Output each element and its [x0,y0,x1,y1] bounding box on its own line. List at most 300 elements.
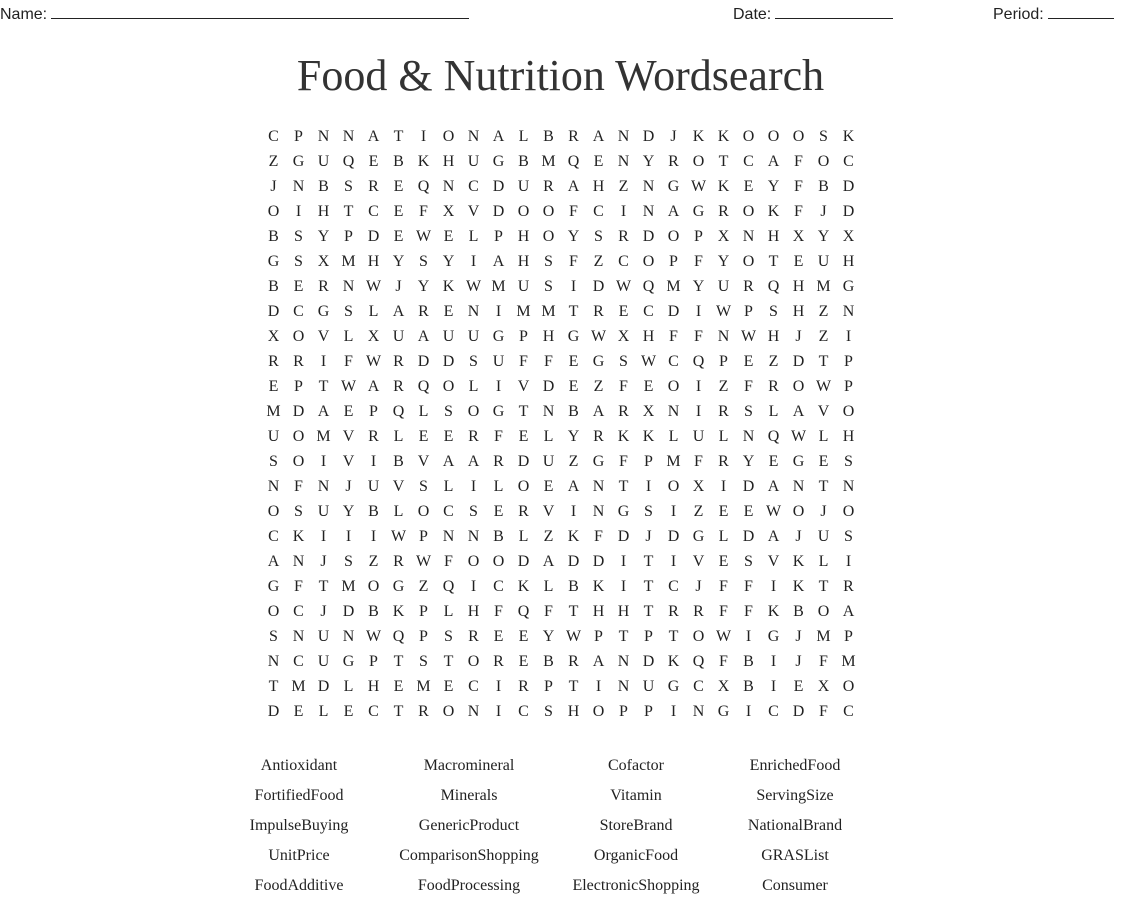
grid-letter[interactable]: W [390,527,407,545]
grid-letter[interactable]: N [667,402,680,420]
grid-letter[interactable]: R [843,577,854,595]
grid-letter[interactable]: I [595,677,602,695]
grid-letter[interactable]: G [692,527,705,545]
grid-letter[interactable]: V [467,202,480,220]
grid-letter[interactable]: F [794,152,803,170]
grid-letter[interactable]: Q [767,277,780,295]
grid-letter[interactable]: X [792,227,805,245]
grid-letter[interactable]: T [568,677,579,695]
grid-letter[interactable]: D [367,227,380,245]
grid-letter[interactable]: U [542,452,555,470]
grid-letter[interactable]: Y [342,502,355,520]
grid-letter[interactable]: E [393,177,404,195]
grid-letter[interactable]: B [268,277,279,295]
grid-letter[interactable]: K [517,577,530,595]
grid-letter[interactable]: J [645,527,652,545]
grid-letter[interactable]: H [467,602,480,620]
grid-letter[interactable]: F [494,427,503,445]
grid-letter[interactable]: R [393,352,404,370]
grid-letter[interactable]: F [694,252,703,270]
grid-letter[interactable]: I [620,577,627,595]
grid-letter[interactable]: R [718,402,729,420]
grid-letter[interactable]: O [467,552,480,570]
grid-letter[interactable]: K [392,602,405,620]
grid-letter[interactable]: K [767,602,780,620]
grid-letter[interactable]: O [667,477,680,495]
grid-letter[interactable]: C [743,152,754,170]
grid-letter[interactable]: E [743,502,754,520]
grid-letter[interactable]: W [740,327,757,345]
grid-letter[interactable]: F [344,352,353,370]
grid-letter[interactable]: T [818,352,829,370]
grid-letter[interactable]: R [543,177,554,195]
grid-letter[interactable]: M [341,577,356,595]
grid-letter[interactable]: I [745,627,752,645]
grid-letter[interactable]: I [370,527,377,545]
grid-letter[interactable]: N [292,627,305,645]
grid-letter[interactable]: P [369,652,378,670]
grid-letter[interactable]: T [568,302,579,320]
grid-letter[interactable]: X [642,402,655,420]
grid-letter[interactable]: D [667,527,680,545]
grid-letter[interactable]: I [695,377,702,395]
grid-letter[interactable]: N [267,477,280,495]
grid-letter[interactable]: A [467,452,480,470]
grid-letter[interactable]: P [644,452,653,470]
grid-letter[interactable]: Z [768,352,779,370]
grid-letter[interactable]: O [817,152,830,170]
grid-letter[interactable]: U [692,427,705,445]
grid-letter[interactable]: P [594,627,603,645]
grid-letter[interactable]: W [340,377,357,395]
grid-letter[interactable]: E [643,377,654,395]
grid-letter[interactable]: K [767,202,780,220]
grid-letter[interactable]: O [742,127,755,145]
grid-letter[interactable]: L [318,702,329,720]
grid-letter[interactable]: H [367,252,380,270]
grid-letter[interactable]: K [642,427,655,445]
grid-letter[interactable]: B [368,602,379,620]
grid-letter[interactable]: E [268,377,279,395]
grid-letter[interactable]: E [743,352,754,370]
grid-letter[interactable]: G [317,302,330,320]
grid-letter[interactable]: F [419,202,428,220]
grid-letter[interactable]: R [493,652,504,670]
grid-letter[interactable]: R [593,427,604,445]
grid-letter[interactable]: Z [543,527,554,545]
grid-letter[interactable]: S [344,177,353,195]
grid-letter[interactable]: X [442,202,455,220]
grid-letter[interactable]: E [443,227,454,245]
grid-letter[interactable]: L [818,552,829,570]
grid-letter[interactable]: R [593,302,604,320]
grid-letter[interactable]: O [592,702,605,720]
grid-letter[interactable]: G [267,577,280,595]
grid-letter[interactable]: B [568,402,579,420]
grid-letter[interactable]: P [419,527,428,545]
grid-letter[interactable]: L [418,402,429,420]
grid-letter[interactable]: O [792,127,805,145]
grid-letter[interactable]: C [368,202,379,220]
grid-letter[interactable]: A [417,327,430,345]
grid-letter[interactable]: U [367,477,380,495]
grid-letter[interactable]: E [768,452,779,470]
grid-letter[interactable]: T [518,402,529,420]
grid-letter[interactable]: R [693,602,704,620]
grid-letter[interactable]: F [544,602,553,620]
grid-letter[interactable]: O [442,127,455,145]
grid-letter[interactable]: P [619,702,628,720]
grid-letter[interactable]: C [843,702,854,720]
grid-letter[interactable]: D [642,652,655,670]
grid-letter[interactable]: F [519,352,528,370]
grid-letter[interactable]: H [367,677,380,695]
grid-letter[interactable]: W [365,627,382,645]
grid-letter[interactable]: S [294,502,303,520]
grid-letter[interactable]: E [793,677,804,695]
grid-letter[interactable]: W [690,177,707,195]
grid-letter[interactable]: U [817,527,830,545]
grid-letter[interactable]: S [419,252,428,270]
grid-letter[interactable]: D [792,352,805,370]
grid-letter[interactable]: N [467,127,480,145]
grid-letter[interactable]: F [544,352,553,370]
date-field[interactable] [733,4,893,24]
grid-letter[interactable]: N [467,702,480,720]
grid-letter[interactable]: M [341,252,356,270]
grid-letter[interactable]: N [617,127,630,145]
grid-letter[interactable]: N [742,427,755,445]
grid-letter[interactable]: P [719,352,728,370]
grid-letter[interactable]: U [717,277,730,295]
grid-letter[interactable]: V [417,452,430,470]
grid-letter[interactable]: D [842,202,855,220]
grid-letter[interactable]: U [817,252,830,270]
grid-letter[interactable]: I [495,702,502,720]
grid-letter[interactable]: A [317,402,330,420]
grid-letter[interactable]: V [517,377,530,395]
grid-letter[interactable]: C [468,177,479,195]
grid-letter[interactable]: M [816,277,831,295]
grid-letter[interactable]: O [742,252,755,270]
grid-letter[interactable]: R [268,352,279,370]
grid-letter[interactable]: P [494,227,503,245]
grid-letter[interactable]: U [442,327,455,345]
grid-letter[interactable]: R [368,427,379,445]
grid-letter[interactable]: R [718,452,729,470]
grid-letter[interactable]: P [419,627,428,645]
grid-letter[interactable]: N [442,527,455,545]
grid-letter[interactable]: M [816,627,831,645]
grid-letter[interactable]: C [768,702,779,720]
grid-letter[interactable]: T [643,577,654,595]
grid-letter[interactable]: Q [417,377,430,395]
grid-letter[interactable]: K [567,527,580,545]
grid-letter[interactable]: O [842,677,855,695]
grid-letter[interactable]: O [542,202,555,220]
grid-letter[interactable]: V [767,552,780,570]
grid-letter[interactable]: S [294,252,303,270]
grid-letter[interactable]: H [317,202,330,220]
grid-letter[interactable]: Z [568,452,579,470]
grid-letter[interactable]: T [818,477,829,495]
grid-letter[interactable]: N [842,477,855,495]
grid-letter[interactable]: O [642,252,655,270]
grid-letter[interactable]: O [367,577,380,595]
grid-letter[interactable]: X [267,327,280,345]
grid-letter[interactable]: L [393,502,404,520]
grid-letter[interactable]: H [567,702,580,720]
grid-letter[interactable]: A [767,477,780,495]
grid-letter[interactable]: O [692,152,705,170]
grid-letter[interactable]: L [543,577,554,595]
grid-letter[interactable]: G [342,652,355,670]
grid-letter[interactable]: O [517,477,530,495]
grid-letter[interactable]: O [442,377,455,395]
grid-letter[interactable]: A [492,252,505,270]
grid-letter[interactable]: E [518,427,529,445]
grid-letter[interactable]: N [267,652,280,670]
grid-letter[interactable]: N [642,177,655,195]
grid-letter[interactable]: B [318,177,329,195]
grid-letter[interactable]: K [617,427,630,445]
grid-letter[interactable]: D [792,702,805,720]
grid-letter[interactable]: O [817,602,830,620]
grid-letter[interactable]: B [268,227,279,245]
grid-letter[interactable]: C [468,677,479,695]
grid-letter[interactable]: V [542,502,555,520]
grid-letter[interactable]: O [667,377,680,395]
grid-letter[interactable]: M [541,152,556,170]
grid-letter[interactable]: U [317,502,330,520]
grid-letter[interactable]: P [844,627,853,645]
grid-letter[interactable]: N [592,502,605,520]
grid-letter[interactable]: K [717,127,730,145]
grid-letter[interactable]: S [544,252,553,270]
grid-letter[interactable]: O [692,627,705,645]
grid-letter[interactable]: R [393,377,404,395]
grid-letter[interactable]: W [565,627,582,645]
grid-letter[interactable]: D [517,552,530,570]
grid-letter[interactable]: B [518,152,529,170]
grid-letter[interactable]: R [293,352,304,370]
grid-letter[interactable]: E [743,177,754,195]
grid-letter[interactable]: B [493,527,504,545]
grid-letter[interactable]: N [342,627,355,645]
grid-letter[interactable]: P [694,227,703,245]
grid-letter[interactable]: Q [417,177,430,195]
grid-letter[interactable]: I [845,552,852,570]
grid-letter[interactable]: O [667,227,680,245]
grid-letter[interactable]: O [467,652,480,670]
grid-letter[interactable]: E [493,502,504,520]
grid-letter[interactable]: K [792,577,805,595]
grid-letter[interactable]: D [442,352,455,370]
grid-letter[interactable]: Y [642,152,655,170]
grid-letter[interactable]: Z [268,152,279,170]
grid-letter[interactable]: D [542,377,555,395]
grid-letter[interactable]: H [767,327,780,345]
grid-letter[interactable]: N [342,127,355,145]
grid-letter[interactable]: D [742,477,755,495]
grid-letter[interactable]: I [570,502,577,520]
grid-letter[interactable]: S [844,527,853,545]
grid-letter[interactable]: G [792,452,805,470]
grid-letter[interactable]: X [317,252,330,270]
grid-letter[interactable]: H [792,302,805,320]
grid-letter[interactable]: F [494,602,503,620]
grid-letter[interactable]: L [543,427,554,445]
grid-letter[interactable]: E [818,452,829,470]
grid-letter[interactable]: R [668,602,679,620]
grid-letter[interactable]: E [568,377,579,395]
grid-letter[interactable]: K [692,127,705,145]
grid-letter[interactable]: Z [718,377,729,395]
grid-letter[interactable]: A [792,402,805,420]
grid-letter[interactable]: I [620,552,627,570]
grid-letter[interactable]: A [667,202,680,220]
grid-letter[interactable]: K [667,652,680,670]
grid-letter[interactable]: E [493,627,504,645]
grid-letter[interactable]: U [467,152,480,170]
date-blank[interactable] [775,4,893,19]
grid-letter[interactable]: T [393,702,404,720]
grid-letter[interactable]: S [544,277,553,295]
grid-letter[interactable]: F [719,652,728,670]
grid-letter[interactable]: T [443,652,454,670]
grid-letter[interactable]: W [640,352,657,370]
grid-letter[interactable]: E [393,227,404,245]
grid-letter[interactable]: Z [593,252,604,270]
grid-letter[interactable]: E [443,677,454,695]
grid-letter[interactable]: O [842,502,855,520]
grid-letter[interactable]: J [820,202,827,220]
grid-letter[interactable]: A [392,302,405,320]
grid-letter[interactable]: J [795,527,802,545]
grid-letter[interactable]: G [667,177,680,195]
grid-letter[interactable]: C [268,527,279,545]
grid-letter[interactable]: G [492,327,505,345]
grid-letter[interactable]: G [267,252,280,270]
grid-letter[interactable]: V [342,452,355,470]
grid-letter[interactable]: N [692,702,705,720]
grid-letter[interactable]: W [715,627,732,645]
grid-letter[interactable]: P [669,252,678,270]
grid-letter[interactable]: D [567,552,580,570]
grid-letter[interactable]: B [568,577,579,595]
grid-letter[interactable]: C [693,677,704,695]
grid-letter[interactable]: T [393,652,404,670]
grid-letter[interactable]: C [293,602,304,620]
grid-letter[interactable]: R [718,202,729,220]
grid-letter[interactable]: K [592,577,605,595]
letter-grid[interactable] [261,124,861,724]
grid-letter[interactable]: F [619,452,628,470]
grid-letter[interactable]: G [492,152,505,170]
grid-letter[interactable]: Z [593,377,604,395]
grid-letter[interactable]: C [493,577,504,595]
grid-letter[interactable]: T [318,377,329,395]
grid-letter[interactable]: U [317,652,330,670]
grid-letter[interactable]: G [592,452,605,470]
grid-letter[interactable]: S [544,702,553,720]
grid-letter[interactable]: E [343,402,354,420]
grid-letter[interactable]: Y [442,252,455,270]
grid-letter[interactable]: T [393,127,404,145]
grid-letter[interactable]: I [670,702,677,720]
grid-letter[interactable]: F [294,477,303,495]
grid-letter[interactable]: A [442,452,455,470]
grid-letter[interactable]: Q [642,277,655,295]
grid-letter[interactable]: M [841,652,856,670]
grid-letter[interactable]: W [415,227,432,245]
grid-letter[interactable]: P [294,127,303,145]
grid-letter[interactable]: E [443,427,454,445]
grid-letter[interactable]: P [844,352,853,370]
grid-letter[interactable]: D [492,202,505,220]
grid-letter[interactable]: G [492,402,505,420]
grid-letter[interactable]: O [442,702,455,720]
grid-letter[interactable]: T [268,677,279,695]
grid-letter[interactable]: S [819,127,828,145]
grid-letter[interactable]: I [420,127,427,145]
grid-letter[interactable]: F [619,377,628,395]
grid-letter[interactable]: U [492,352,505,370]
grid-letter[interactable]: Q [392,402,405,420]
grid-letter[interactable]: Y [392,252,405,270]
grid-letter[interactable]: X [817,677,830,695]
grid-letter[interactable]: T [618,477,629,495]
grid-letter[interactable]: N [617,152,630,170]
grid-letter[interactable]: Q [517,602,530,620]
grid-letter[interactable]: X [617,327,630,345]
grid-letter[interactable]: I [495,302,502,320]
grid-letter[interactable]: Y [567,427,580,445]
grid-letter[interactable]: L [443,477,454,495]
grid-letter[interactable]: I [570,277,577,295]
grid-letter[interactable]: S [444,402,453,420]
grid-letter[interactable]: J [795,627,802,645]
grid-letter[interactable]: E [518,652,529,670]
grid-letter[interactable]: S [469,352,478,370]
grid-letter[interactable]: Q [392,627,405,645]
grid-letter[interactable]: O [767,127,780,145]
grid-letter[interactable]: I [770,677,777,695]
grid-letter[interactable]: L [343,677,354,695]
grid-letter[interactable]: H [517,252,530,270]
grid-letter[interactable]: I [345,527,352,545]
grid-letter[interactable]: K [292,527,305,545]
grid-letter[interactable]: N [317,477,330,495]
grid-letter[interactable]: H [617,602,630,620]
grid-letter[interactable]: L [718,427,729,445]
grid-letter[interactable]: X [367,327,380,345]
grid-letter[interactable]: X [717,677,730,695]
grid-letter[interactable]: W [715,302,732,320]
grid-letter[interactable]: H [792,277,805,295]
grid-letter[interactable]: F [794,202,803,220]
grid-letter[interactable]: W [365,277,382,295]
grid-letter[interactable]: Q [767,427,780,445]
grid-letter[interactable]: P [844,377,853,395]
grid-letter[interactable]: N [717,327,730,345]
grid-letter[interactable]: J [795,652,802,670]
grid-letter[interactable]: A [767,152,780,170]
grid-letter[interactable]: Y [817,227,830,245]
grid-letter[interactable]: S [444,627,453,645]
grid-letter[interactable]: C [518,702,529,720]
grid-letter[interactable]: C [293,652,304,670]
